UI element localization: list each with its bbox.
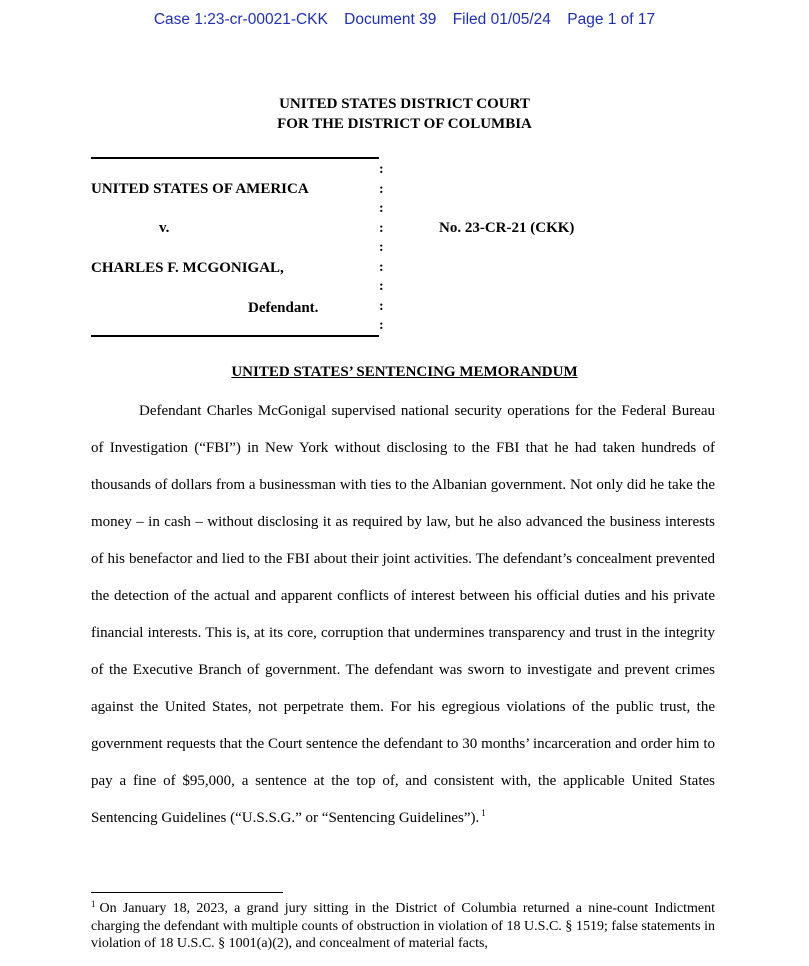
colon: : [379, 162, 384, 177]
colon: : [379, 318, 384, 333]
case-number: No. 23-CR-21 (CKK) [439, 220, 575, 236]
court-name: UNITED STATES DISTRICT COURT [279, 96, 530, 112]
memorandum-title: UNITED STATES’ SENTENCING MEMORANDUM [231, 364, 578, 380]
court-district: FOR THE DISTRICT OF COLUMBIA [277, 116, 532, 132]
colon: : [379, 279, 384, 294]
stamp-filed-date: Filed 01/05/24 [452, 11, 551, 28]
caption-defendant-name: CHARLES F. MCGONIGAL, [91, 260, 284, 276]
stamp-case-number: Case 1:23-cr-00021-CKK [153, 11, 328, 28]
colon: : [379, 220, 384, 236]
caption-bottom-rule [91, 335, 379, 337]
footnote [91, 900, 715, 953]
caption-defendant-label: Defendant. [248, 300, 319, 316]
caption-versus: v. [159, 220, 170, 236]
colon: : [379, 201, 384, 216]
footnote-text: On January 18, 2023, a grand jury sitting in the District of Columbia returned a nine-count Indictment charging the defendant with multiple counts of obstruction in violation of 18 U.S.C. § 1519; false statements in violation of 18 U.S.C. § 1001(a)(2), and concealment of material facts, [91, 901, 715, 951]
body-paragraph [91, 393, 715, 837]
footnote-separator [91, 892, 283, 893]
footnote-number: 1 [91, 899, 96, 909]
stamp-page-number: Page 1 of 17 [567, 11, 656, 28]
colon: : [379, 298, 384, 314]
colon: : [379, 181, 384, 197]
caption-top-rule [91, 157, 379, 159]
footnote-reference[interactable]: 1 [481, 808, 486, 818]
caption-plaintiff: UNITED STATES OF AMERICA [91, 181, 309, 197]
colon: : [379, 259, 384, 275]
colon: : [379, 240, 384, 255]
stamp-document-number: Document 39 [344, 11, 437, 28]
body-paragraph-text: Defendant Charles McGonigal supervised national security operations for the Federal Bureau of Investigation (“FBI”) in New York without disclosing to the FBI that he had taken hundreds of thousands of dollars from a businessman with ties to the Albanian government. Not only did he take the money – in cash – without disclosing it as required by law, but he also advanced the business interests of his benefactor and lied to the FBI about their joint activities. The defendant’s concealment prevented the detection of the actual and apparent conflicts of interest between his official duties and his private financial interests. This is, at its core, corruption that undermines transparency and trust in the integrity of the Executive Branch of government. The defendant was sworn to investigate and prevent crimes against the United States, not perpetrate them. For his egregious violations of the public trust, the government requests that the Court sentence the defendant to 30 months’ incarceration and order him to pay a fine of $95,000, a sentence at the top of, and consistent with, the applicable United States Sentencing Guidelines (“U.S.S.G.” or “Sentencing Guidelines”). [91, 403, 715, 826]
case-caption [91, 150, 731, 350]
court-heading [0, 94, 809, 134]
caption-colon-column [379, 160, 384, 336]
ecf-header-stamp [0, 11, 809, 29]
